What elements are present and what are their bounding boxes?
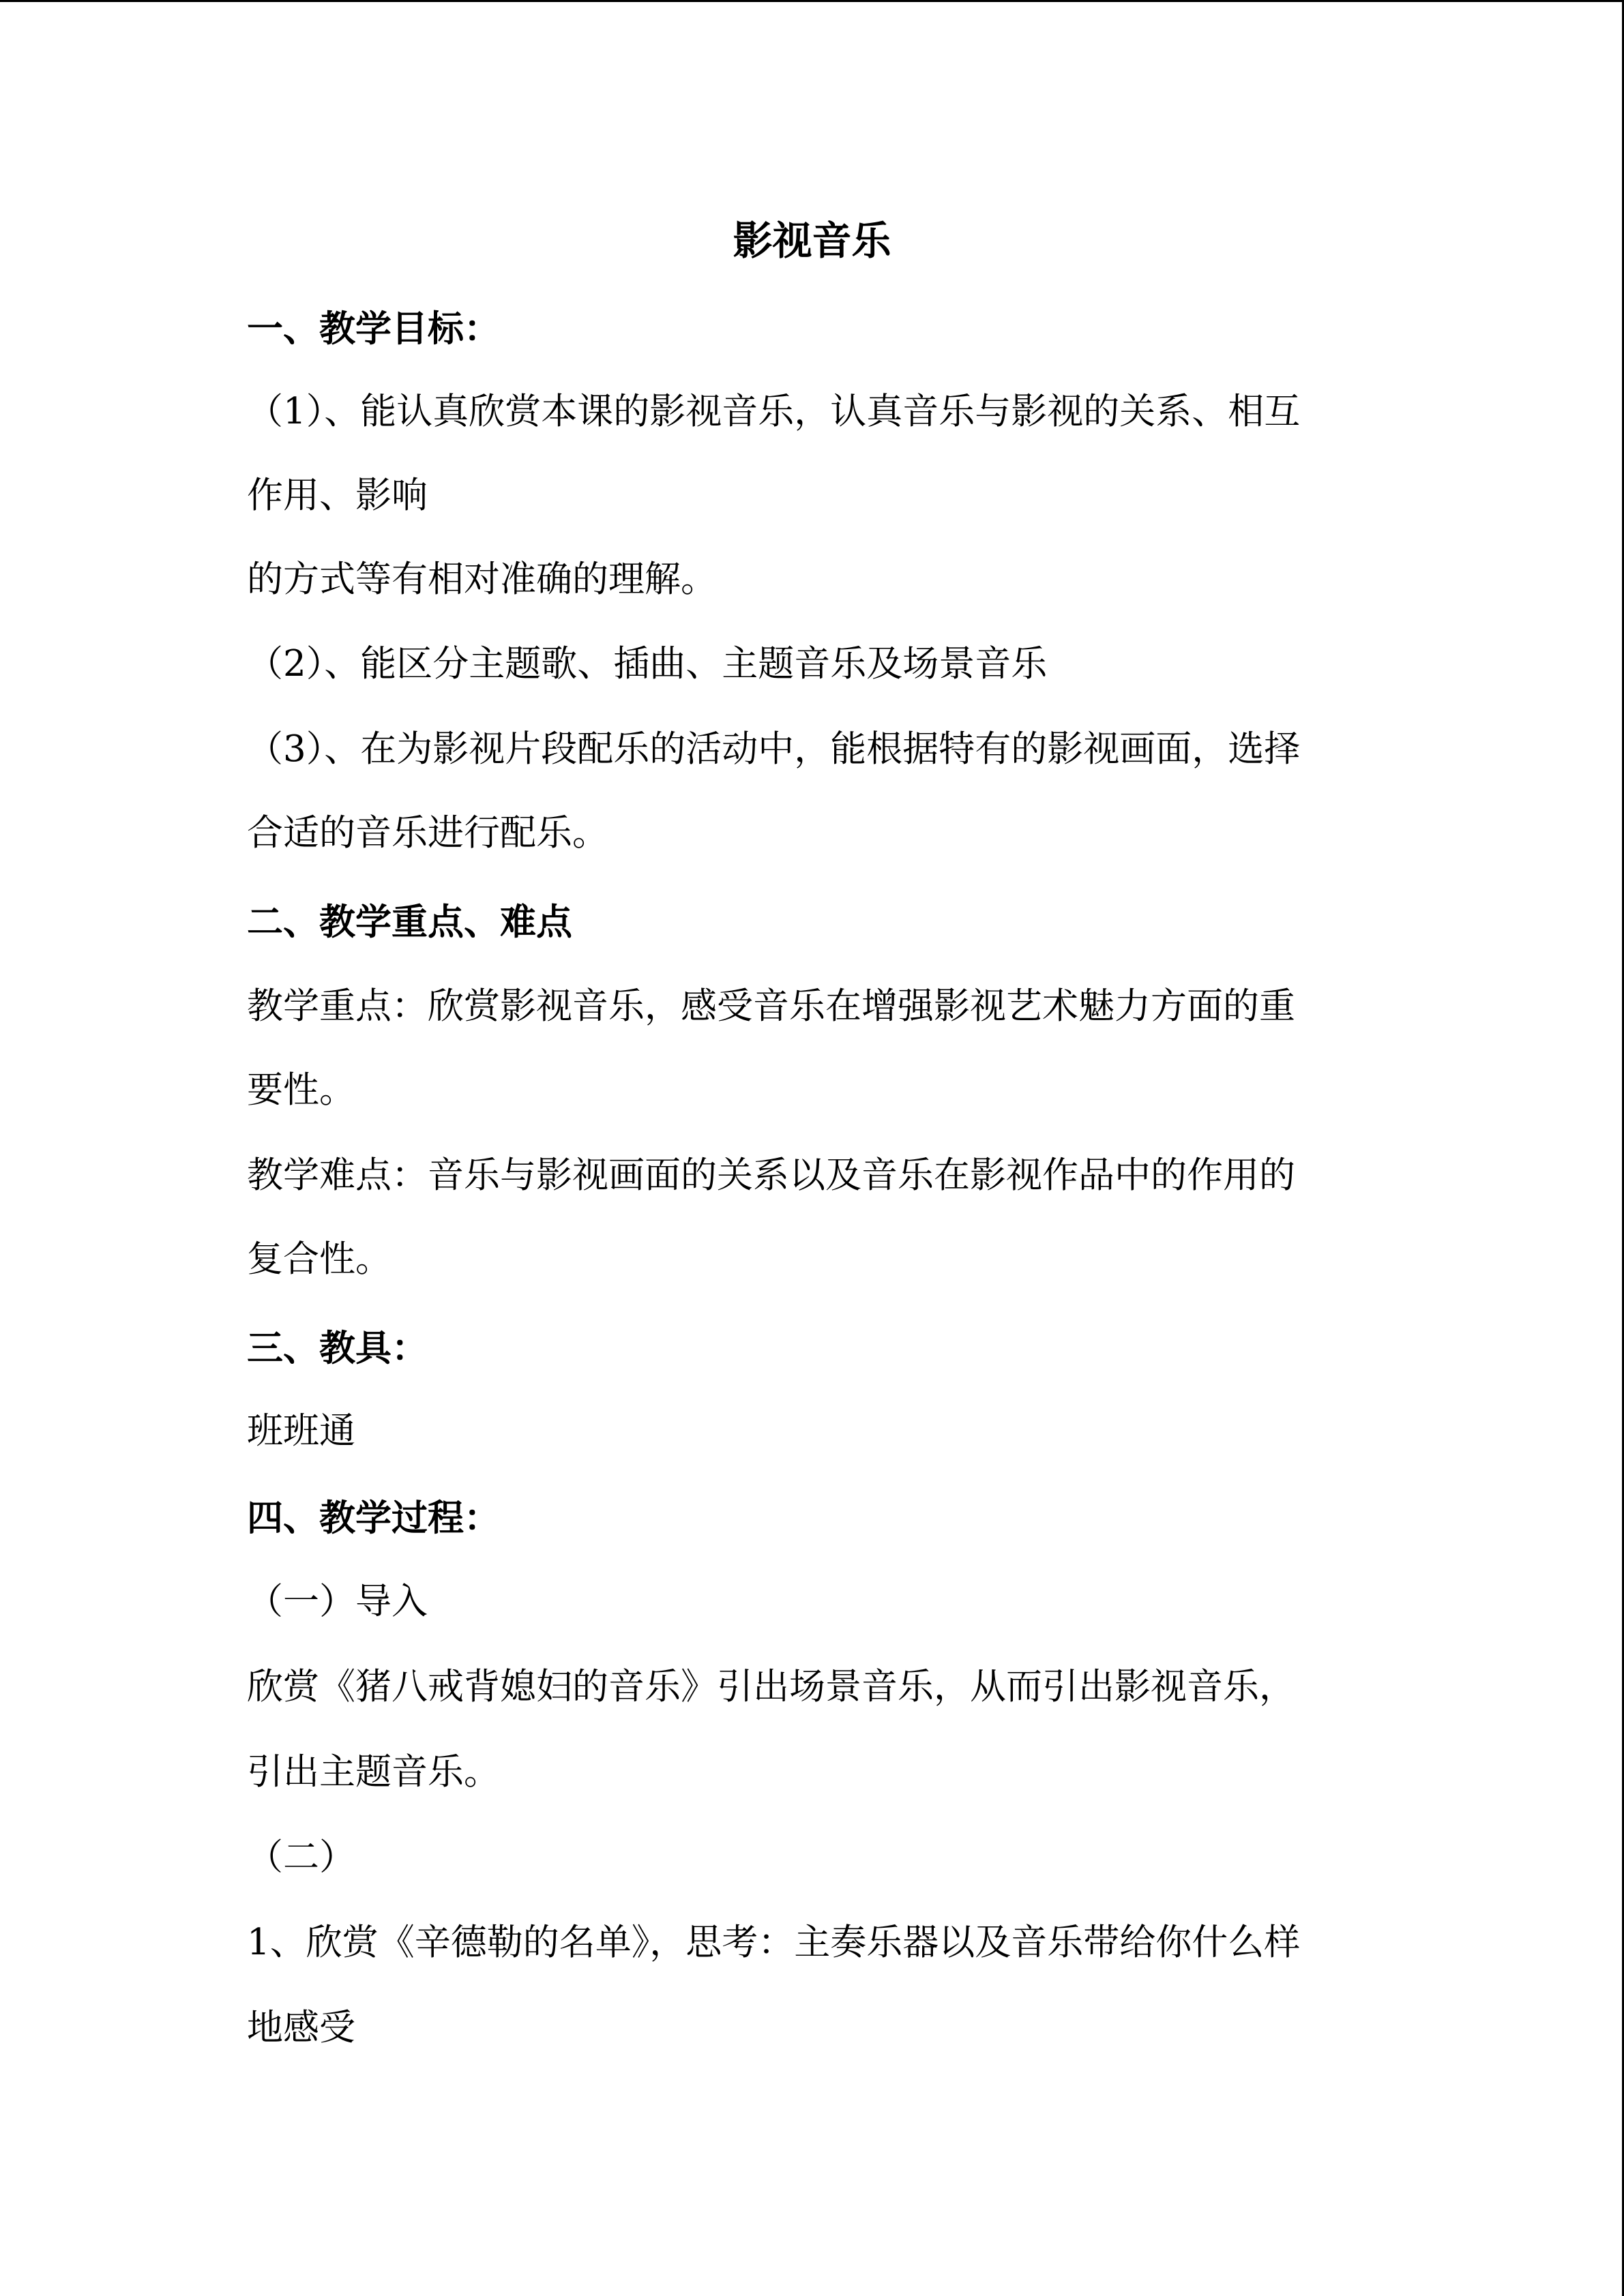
objective-1-line-3: 的方式等有相对准确的理解。	[247, 558, 717, 600]
section-heading-process: 四、教学过程：	[247, 1497, 500, 1539]
process-step-1-heading: （一）导入	[247, 1581, 428, 1622]
process-step-1-line-2: 引出主题音乐。	[247, 1751, 500, 1793]
objective-1-line-2: 作用、影响	[247, 475, 428, 516]
process-step-1-line-1: 欣赏《猪八戒背媳妇的音乐》引出场景音乐，从而引出影视音乐，	[247, 1666, 1295, 1708]
objective-3-line-1: （3）、在为影视片段配乐的活动中，能根据特有的影视画面，选择	[247, 728, 1301, 770]
difficulty-line-1: 教学难点：音乐与影视画面的关系以及音乐在影视作品中的作用的	[247, 1154, 1295, 1196]
page-title: 影视音乐	[733, 218, 891, 264]
tools-text: 班班通	[247, 1410, 355, 1452]
objective-3-line-2: 合适的音乐进行配乐。	[247, 812, 608, 854]
process-step-2-line-1: 1、欣赏《辛德勒的名单》，思考：主奏乐器以及音乐带给你什么样	[247, 1922, 1301, 1963]
difficulty-line-2: 复合性。	[247, 1238, 392, 1280]
section-heading-tools: 三、教具：	[247, 1327, 428, 1369]
key-point-line-2: 要性。	[247, 1069, 355, 1111]
section-heading-key-points: 二、教学重点、难点	[247, 901, 572, 943]
section-heading-objectives: 一、教学目标：	[247, 308, 500, 350]
objective-2: （2）、能区分主题歌、插曲、主题音乐及场景音乐	[247, 643, 1048, 685]
objective-1-line-1: （1）、能认真欣赏本课的影视音乐，认真音乐与影视的关系、相互	[247, 391, 1301, 432]
process-step-2-heading: （二）	[247, 1836, 355, 1878]
key-point-line-1: 教学重点：欣赏影视音乐，感受音乐在增强影视艺术魅力方面的重	[247, 985, 1295, 1027]
process-step-2-line-2: 地感受	[247, 2007, 355, 2048]
